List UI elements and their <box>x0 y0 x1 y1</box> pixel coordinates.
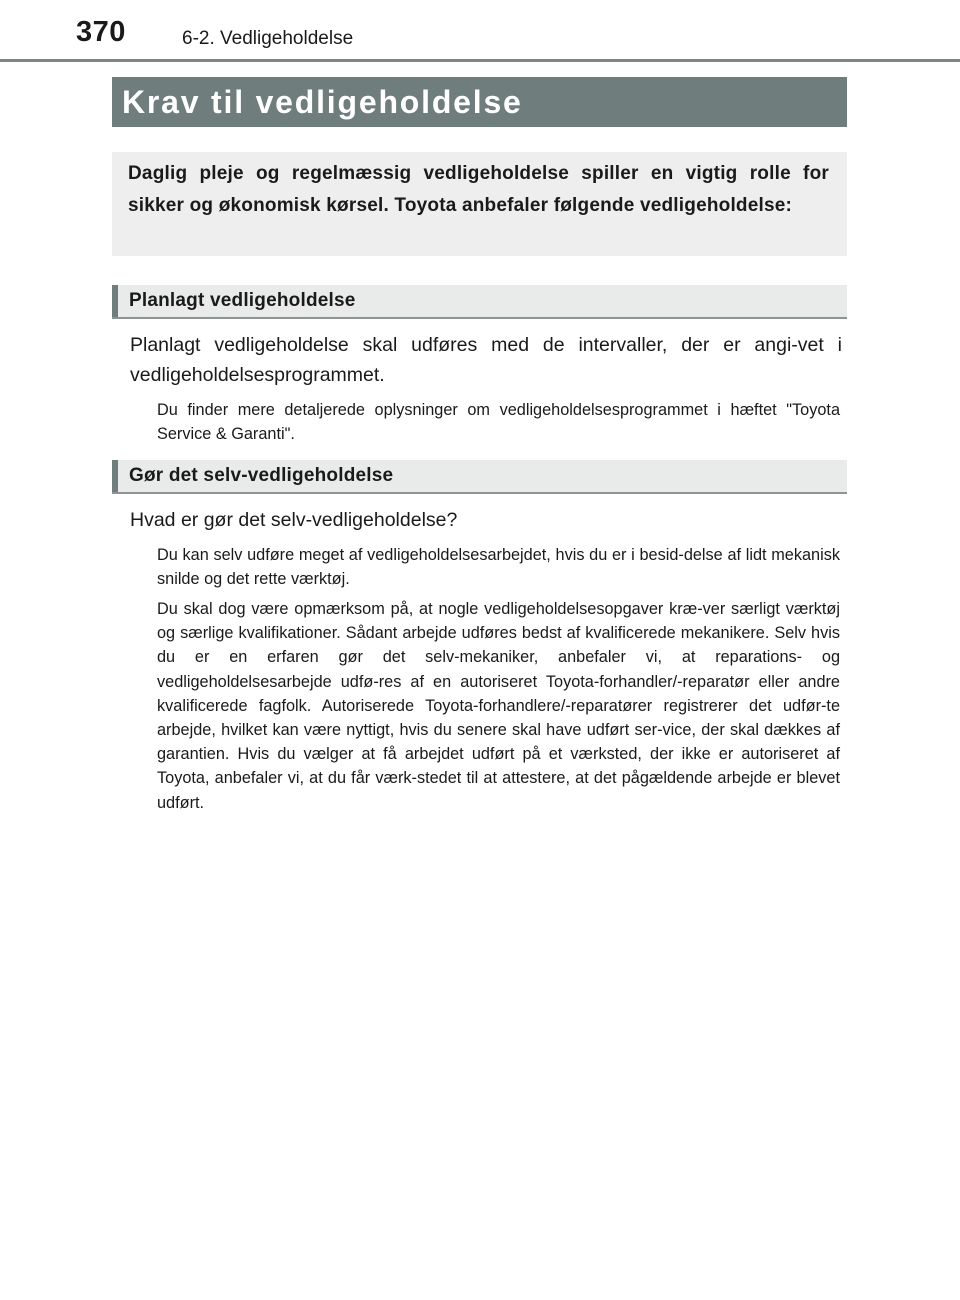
title-banner <box>112 77 847 127</box>
header-divider <box>0 59 960 62</box>
page-number: 370 <box>76 16 126 48</box>
lead-text: Planlagt vedligeholdelse skal udføres med de intervaller, der er angi-vet i vedligeholdelsesprogrammet. <box>130 334 842 386</box>
section-reference: 6-2. Vedligeholdelse <box>182 28 354 49</box>
page-title: Krav til vedligeholdelse <box>122 83 523 120</box>
body-paragraph: Du kan selv udføre meget af vedligeholdelsesarbejdet, hvis du er i besid-delse af lidt mekanisk snilde og det rette værktøj. <box>157 546 840 589</box>
body-paragraph: Du finder mere detaljerede oplysninger om vedligeholdelsesprogrammet i hæftet "Toyota Service & Garanti". <box>157 401 840 444</box>
body-paragraph: Du skal dog være opmærksom på, at nogle vedligeholdelsesopgaver kræ-ver særligt værktøj og særlige kvalifikationer. Sådant arbejde udføres bedst af kvalificerede mekanikere. Selv hvis du er en erfaren gør det selv-mekaniker, anbefaler vi, at reparations- og vedligeholdelsesarbejde udfø-res af en autoriseret Toyota-forhandler/-reparatør eller andre kvalificerede fagfolk. Autoriserede Toyota-forhandlere/-reparatører registrerer det udfør-te arbejde, hvilket kan være nyttigt, hvis du senere skal have udført ser-vice, der skal dækkes af garantien. Hvis du vælger at få arbejdet udført på et værksted, der ikke er autoriseret af Toyota, anbefaler vi, at du får værk-stedet til at attestere, at det pågældende arbejde er blevet udført. <box>157 600 840 812</box>
intro-text: Daglig pleje og regelmæssig vedligeholdelse spiller en vigtig rolle for sikker og økonomisk kørsel. Toyota anbefaler følgende vedligeholdelse: <box>128 163 829 216</box>
subheading-label: Gør det selv-vedligeholdelse <box>129 465 394 486</box>
subheading-scheduled-maintenance <box>112 285 847 319</box>
lead-text: Hvad er gør det selv-vedligeholdelse? <box>130 509 458 531</box>
intro-box <box>112 152 847 256</box>
subheading-diy-maintenance <box>112 460 847 494</box>
subheading-label: Planlagt vedligeholdelse <box>129 290 356 311</box>
